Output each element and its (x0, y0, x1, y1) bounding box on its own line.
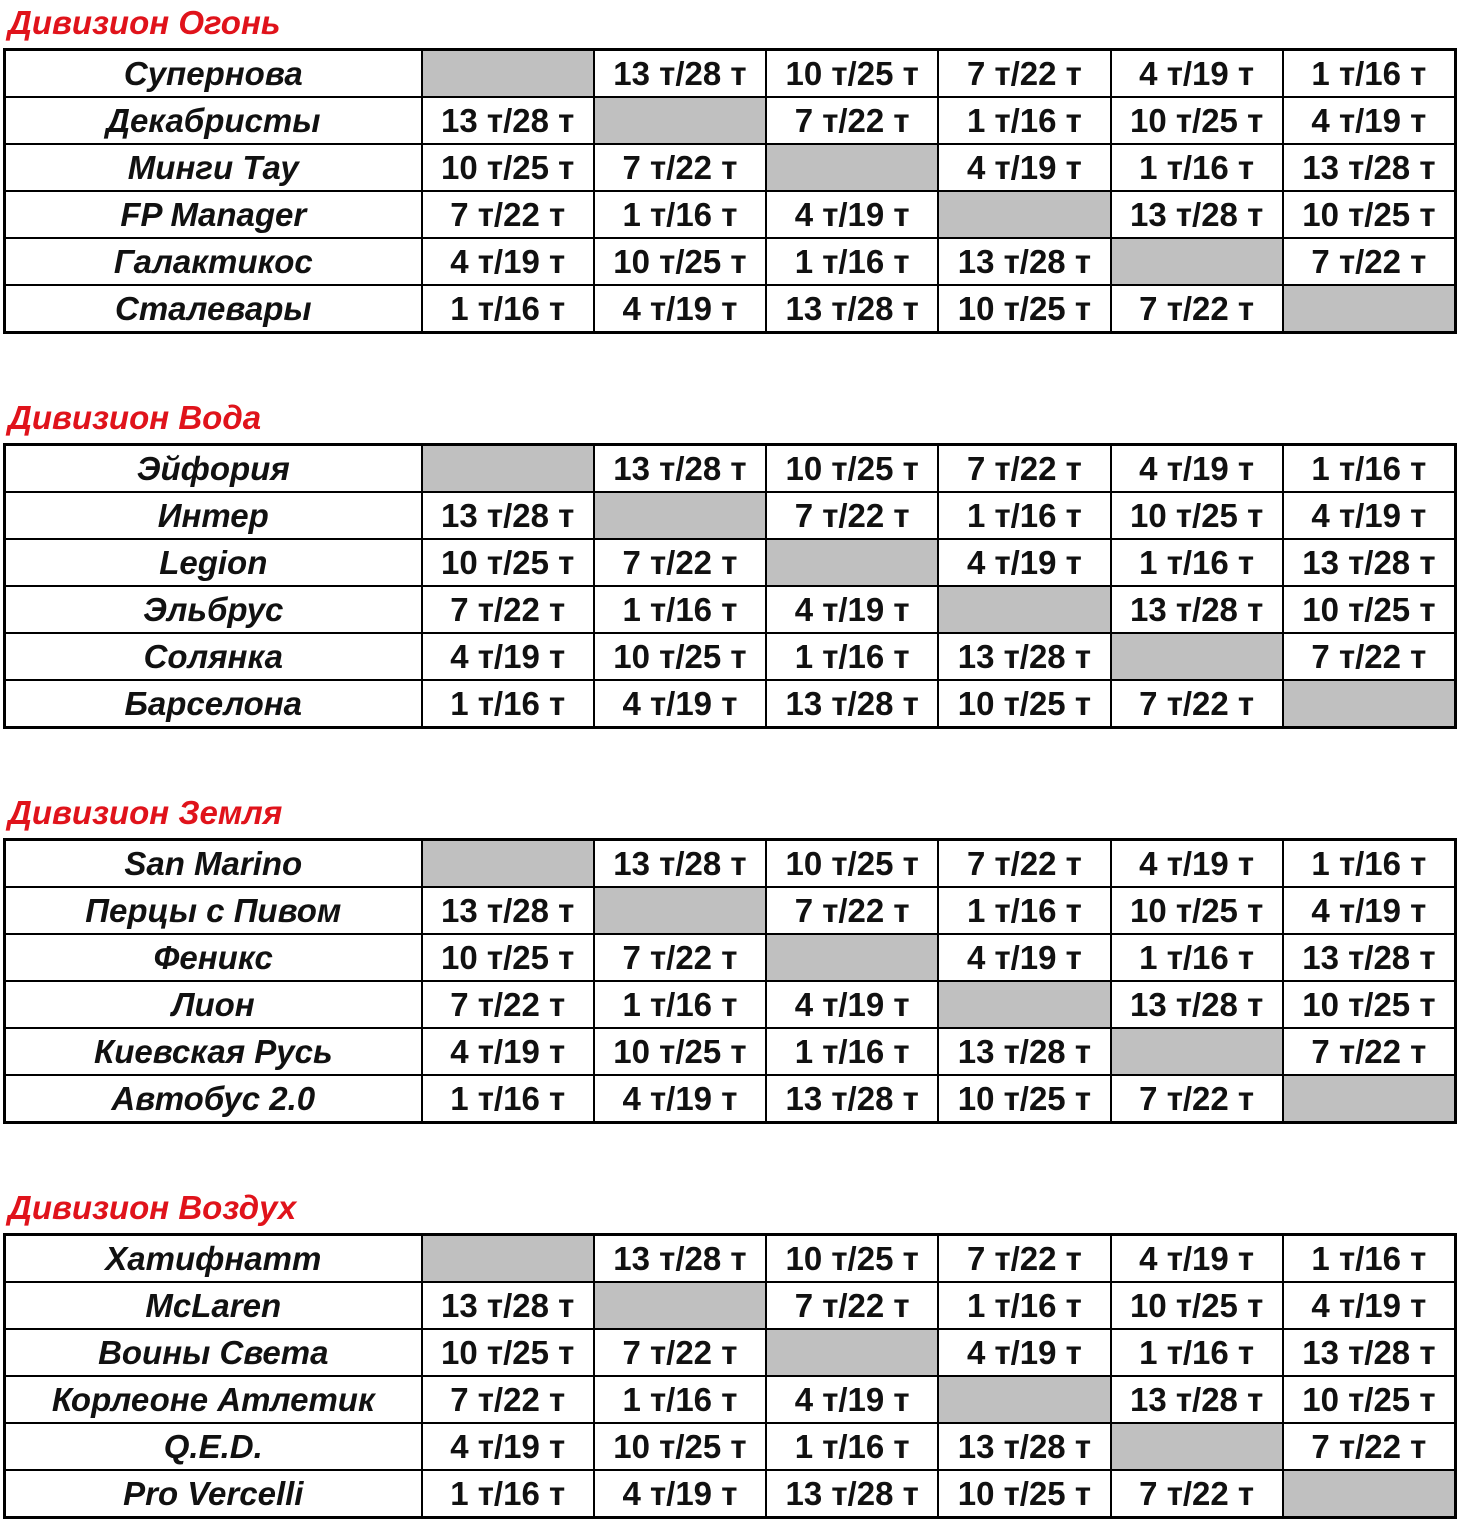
schedule-cell: 10 т/25 т (938, 1470, 1110, 1518)
schedule-cell: 4 т/19 т (594, 680, 766, 728)
empty-cell (422, 1235, 594, 1283)
table-row (5, 1376, 1456, 1423)
schedule-cell: 13 т/28 т (422, 1282, 594, 1329)
empty-cell (594, 1282, 766, 1329)
table-row (5, 1235, 1456, 1283)
schedule-cell: 13 т/28 т (594, 1235, 766, 1283)
empty-cell (594, 492, 766, 539)
schedule-cell: 4 т/19 т (422, 633, 594, 680)
schedule-cell: 1 т/16 т (594, 1376, 766, 1423)
schedule-cell: 1 т/16 т (1283, 445, 1456, 493)
schedule-cell: 1 т/16 т (766, 238, 938, 285)
schedule-cell: 1 т/16 т (766, 1423, 938, 1470)
schedule-cell: 7 т/22 т (1283, 1028, 1456, 1075)
empty-cell (938, 191, 1110, 238)
table-row (5, 238, 1456, 285)
team-name: Q.E.D. (5, 1423, 422, 1470)
empty-cell (1283, 1075, 1456, 1123)
schedule-cell: 10 т/25 т (766, 50, 938, 98)
table-row (5, 144, 1456, 191)
table-row (5, 1329, 1456, 1376)
table-row (5, 191, 1456, 238)
empty-cell (766, 144, 938, 191)
schedule-cell: 1 т/16 т (1283, 50, 1456, 98)
schedule-cell: 13 т/28 т (1111, 586, 1283, 633)
table-row (5, 1470, 1456, 1518)
schedule-cell: 1 т/16 т (594, 586, 766, 633)
empty-cell (422, 840, 594, 888)
schedule-cell: 7 т/22 т (938, 445, 1110, 493)
schedule-cell: 7 т/22 т (1111, 1075, 1283, 1123)
schedule-cell: 13 т/28 т (938, 1423, 1110, 1470)
schedule-cell: 1 т/16 т (938, 887, 1110, 934)
schedule-cell: 4 т/19 т (422, 1423, 594, 1470)
schedule-cell: 10 т/25 т (422, 144, 594, 191)
team-name: Перцы с Пивом (5, 887, 422, 934)
empty-cell (1111, 1028, 1283, 1075)
team-name: McLaren (5, 1282, 422, 1329)
table-row (5, 981, 1456, 1028)
empty-cell (594, 887, 766, 934)
schedule-cell: 7 т/22 т (594, 934, 766, 981)
schedule-cell: 13 т/28 т (1283, 934, 1456, 981)
schedule-cell: 4 т/19 т (938, 934, 1110, 981)
schedule-cell: 13 т/28 т (594, 50, 766, 98)
table-row (5, 1075, 1456, 1123)
team-name: Эльбрус (5, 586, 422, 633)
schedule-cell: 1 т/16 т (1111, 144, 1283, 191)
schedule-cell: 4 т/19 т (938, 1329, 1110, 1376)
schedule-cell: 13 т/28 т (1111, 981, 1283, 1028)
schedule-cell: 1 т/16 т (1111, 539, 1283, 586)
schedule-cell: 10 т/25 т (1111, 97, 1283, 144)
schedule-cell: 4 т/19 т (1111, 445, 1283, 493)
schedule-cell: 7 т/22 т (766, 887, 938, 934)
schedule-cell: 13 т/28 т (1111, 1376, 1283, 1423)
schedule-cell: 7 т/22 т (1283, 1423, 1456, 1470)
table-row (5, 285, 1456, 333)
schedule-cell: 4 т/19 т (422, 238, 594, 285)
schedule-cell: 1 т/16 т (766, 633, 938, 680)
schedule-cell: 1 т/16 т (594, 981, 766, 1028)
schedule-table (3, 443, 1457, 729)
schedule-cell: 7 т/22 т (1111, 1470, 1283, 1518)
schedule-cell: 7 т/22 т (938, 840, 1110, 888)
schedule-cell: 10 т/25 т (766, 1235, 938, 1283)
team-name: FP Manager (5, 191, 422, 238)
schedule-cell: 10 т/25 т (1283, 191, 1456, 238)
schedule-cell: 7 т/22 т (1283, 633, 1456, 680)
table-row (5, 1423, 1456, 1470)
team-name: Киевская Русь (5, 1028, 422, 1075)
schedule-cell: 10 т/25 т (938, 1075, 1110, 1123)
schedule-cell: 10 т/25 т (1111, 1282, 1283, 1329)
schedule-cell: 13 т/28 т (938, 238, 1110, 285)
team-name: Лион (5, 981, 422, 1028)
schedule-cell: 7 т/22 т (422, 1376, 594, 1423)
table-row (5, 1282, 1456, 1329)
schedule-cell: 10 т/25 т (766, 445, 938, 493)
team-name: Минги Тау (5, 144, 422, 191)
schedule-cell: 7 т/22 т (422, 191, 594, 238)
schedule-cell: 10 т/25 т (594, 1028, 766, 1075)
team-name: Галактикос (5, 238, 422, 285)
schedule-cell: 4 т/19 т (1283, 1282, 1456, 1329)
schedule-cell: 7 т/22 т (766, 1282, 938, 1329)
table-row (5, 633, 1456, 680)
table-row (5, 586, 1456, 633)
empty-cell (938, 1376, 1110, 1423)
schedule-cell: 1 т/16 т (594, 191, 766, 238)
schedule-cell: 13 т/28 т (422, 97, 594, 144)
team-name: Legion (5, 539, 422, 586)
schedule-table (3, 1233, 1457, 1519)
schedule-cell: 10 т/25 т (594, 238, 766, 285)
team-name: Барселона (5, 680, 422, 728)
team-name: Декабристы (5, 97, 422, 144)
empty-cell (422, 50, 594, 98)
schedule-cell: 4 т/19 т (766, 981, 938, 1028)
schedule-cell: 7 т/22 т (766, 492, 938, 539)
team-name: San Marino (5, 840, 422, 888)
schedule-cell: 1 т/16 т (1283, 1235, 1456, 1283)
schedule-cell: 13 т/28 т (1283, 144, 1456, 191)
empty-cell (766, 934, 938, 981)
schedule-cell: 10 т/25 т (938, 285, 1110, 333)
team-name: Воины Света (5, 1329, 422, 1376)
schedule-cell: 10 т/25 т (422, 539, 594, 586)
team-name: Феникс (5, 934, 422, 981)
table-row (5, 840, 1456, 888)
empty-cell (766, 539, 938, 586)
schedule-cell: 13 т/28 т (594, 445, 766, 493)
table-row (5, 1028, 1456, 1075)
table-row (5, 680, 1456, 728)
schedule-cell: 1 т/16 т (1111, 934, 1283, 981)
schedule-cell: 10 т/25 т (1111, 492, 1283, 539)
schedule-cell: 7 т/22 т (594, 1329, 766, 1376)
schedule-cell: 4 т/19 т (1111, 50, 1283, 98)
table-row (5, 887, 1456, 934)
table-row (5, 97, 1456, 144)
schedule-cell: 1 т/16 т (422, 1075, 594, 1123)
schedule-cell: 1 т/16 т (938, 492, 1110, 539)
team-name: Сталевары (5, 285, 422, 333)
team-name: Солянка (5, 633, 422, 680)
schedule-cell: 4 т/19 т (422, 1028, 594, 1075)
schedule-cell: 13 т/28 т (422, 492, 594, 539)
schedule-cell: 10 т/25 т (422, 934, 594, 981)
schedule-cell: 4 т/19 т (1111, 1235, 1283, 1283)
schedule-cell: 13 т/28 т (1283, 1329, 1456, 1376)
schedule-cell: 13 т/28 т (938, 1028, 1110, 1075)
empty-cell (766, 1329, 938, 1376)
schedule-cell: 13 т/28 т (766, 285, 938, 333)
schedule-cell: 1 т/16 т (422, 680, 594, 728)
schedule-cell: 1 т/16 т (938, 97, 1110, 144)
schedule-cell: 4 т/19 т (1111, 840, 1283, 888)
schedule-table (3, 48, 1457, 334)
schedule-cell: 7 т/22 т (938, 1235, 1110, 1283)
table-row (5, 934, 1456, 981)
schedule-cell: 13 т/28 т (1283, 539, 1456, 586)
team-name: Pro Vercelli (5, 1470, 422, 1518)
schedule-cell: 4 т/19 т (938, 539, 1110, 586)
empty-cell (1111, 238, 1283, 285)
schedule-cell: 4 т/19 т (594, 1470, 766, 1518)
team-name: Супернова (5, 50, 422, 98)
schedule-cell: 13 т/28 т (766, 680, 938, 728)
schedule-cell: 7 т/22 т (422, 586, 594, 633)
team-name: Интер (5, 492, 422, 539)
schedule-cell: 7 т/22 т (766, 97, 938, 144)
schedule-cell: 7 т/22 т (1111, 285, 1283, 333)
schedule-cell: 7 т/22 т (594, 539, 766, 586)
schedule-cell: 13 т/28 т (422, 887, 594, 934)
empty-cell (1283, 680, 1456, 728)
team-name: Хатифнатт (5, 1235, 422, 1283)
schedule-cell: 4 т/19 т (938, 144, 1110, 191)
schedule-cell: 7 т/22 т (938, 50, 1110, 98)
schedule-cell: 1 т/16 т (422, 285, 594, 333)
table-row (5, 50, 1456, 98)
schedule-cell: 10 т/25 т (1283, 981, 1456, 1028)
schedule-cell: 10 т/25 т (1111, 887, 1283, 934)
schedule-cell: 7 т/22 т (1283, 238, 1456, 285)
table-row (5, 445, 1456, 493)
schedule-cell: 4 т/19 т (1283, 887, 1456, 934)
schedule-cell: 13 т/28 т (766, 1470, 938, 1518)
schedule-cell: 13 т/28 т (938, 633, 1110, 680)
schedule-cell: 7 т/22 т (422, 981, 594, 1028)
schedule-cell: 13 т/28 т (1111, 191, 1283, 238)
team-name: Автобус 2.0 (5, 1075, 422, 1123)
schedule-cell: 4 т/19 т (594, 1075, 766, 1123)
empty-cell (1111, 633, 1283, 680)
schedule-cell: 10 т/25 т (766, 840, 938, 888)
schedule-cell: 1 т/16 т (938, 1282, 1110, 1329)
schedule-cell: 1 т/16 т (422, 1470, 594, 1518)
table-row (5, 492, 1456, 539)
schedule-cell: 10 т/25 т (1283, 1376, 1456, 1423)
schedule-cell: 10 т/25 т (1283, 586, 1456, 633)
empty-cell (1283, 1470, 1456, 1518)
empty-cell (1111, 1423, 1283, 1470)
schedule-cell: 1 т/16 т (1111, 1329, 1283, 1376)
schedule-cell: 1 т/16 т (1283, 840, 1456, 888)
division-title: Дивизион Огонь (8, 4, 281, 41)
schedule-cell: 4 т/19 т (594, 285, 766, 333)
empty-cell (938, 586, 1110, 633)
schedule-table (3, 838, 1457, 1124)
division-title: Дивизион Воздух (8, 1189, 297, 1226)
schedule-cell: 4 т/19 т (766, 1376, 938, 1423)
schedule-cell: 4 т/19 т (1283, 97, 1456, 144)
schedule-cell: 10 т/25 т (938, 680, 1110, 728)
division-title: Дивизион Вода (8, 399, 262, 436)
division-title: Дивизион Земля (8, 794, 283, 831)
schedule-cell: 13 т/28 т (594, 840, 766, 888)
schedule-cell: 10 т/25 т (594, 633, 766, 680)
team-name: Корлеоне Атлетик (5, 1376, 422, 1423)
schedule-cell: 1 т/16 т (766, 1028, 938, 1075)
schedule-cell: 4 т/19 т (766, 586, 938, 633)
empty-cell (422, 445, 594, 493)
team-name: Эйфория (5, 445, 422, 493)
schedule-cell: 4 т/19 т (1283, 492, 1456, 539)
schedule-cell: 4 т/19 т (766, 191, 938, 238)
empty-cell (1283, 285, 1456, 333)
empty-cell (938, 981, 1110, 1028)
schedule-cell: 10 т/25 т (594, 1423, 766, 1470)
schedule-cell: 7 т/22 т (1111, 680, 1283, 728)
schedule-cell: 7 т/22 т (594, 144, 766, 191)
schedule-cell: 13 т/28 т (766, 1075, 938, 1123)
schedule-cell: 10 т/25 т (422, 1329, 594, 1376)
table-row (5, 539, 1456, 586)
empty-cell (594, 97, 766, 144)
